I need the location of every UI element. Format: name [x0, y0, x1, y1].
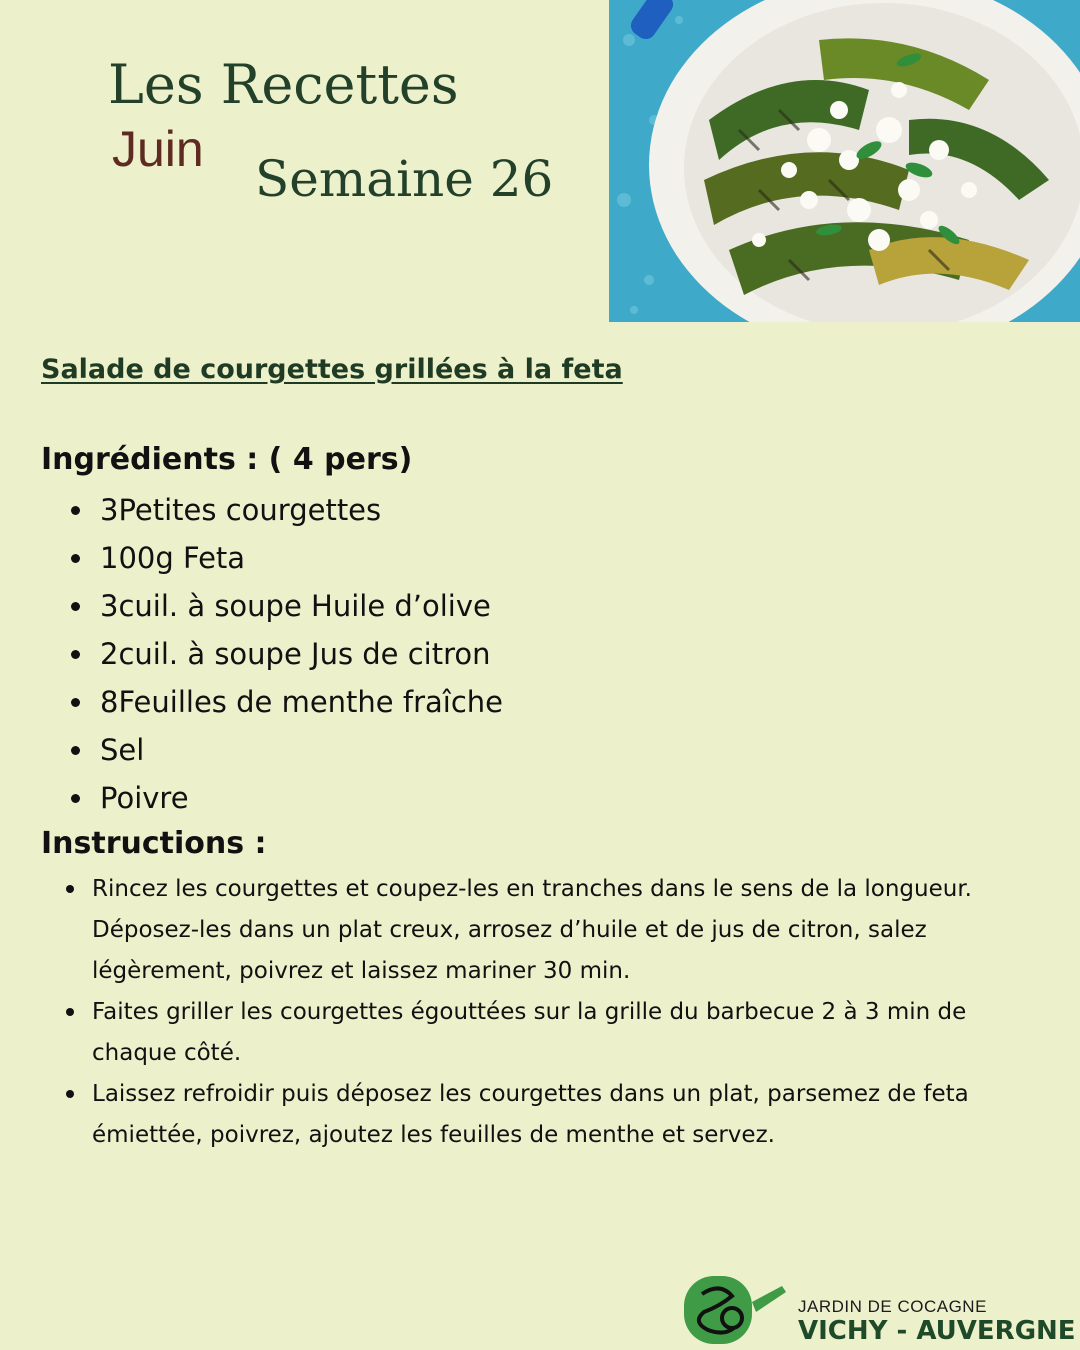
logo-org-name: JARDIN DE COCAGNE	[798, 1297, 987, 1316]
ingredient-item: 3Petites courgettes	[70, 488, 503, 536]
header-title: Les Recettes	[108, 53, 459, 116]
ingredient-item: 3cuil. à soupe Huile d’olive	[70, 584, 503, 632]
ingredient-item: Poivre	[70, 776, 503, 824]
instruction-step: Laissez refroidir puis déposez les courgettes dans un plat, parsemez de feta émiettée, poivrez, ajoutez les feuilles de menthe et servez.	[62, 1074, 1022, 1156]
instructions-heading: Instructions :	[41, 826, 267, 861]
ingredient-item: Sel	[70, 728, 503, 776]
header-week: Semaine 26	[255, 150, 554, 208]
ingredients-heading: Ingrédients : ( 4 pers)	[41, 442, 413, 477]
instructions-list	[62, 869, 1022, 1156]
ingredient-item: 2cuil. à soupe Jus de citron	[70, 632, 503, 680]
recipe-photo	[609, 0, 1080, 322]
watering-can-icon	[680, 1272, 790, 1350]
cocagne-logo	[680, 1272, 1080, 1350]
ingredient-item: 8Feuilles de menthe fraîche	[70, 680, 503, 728]
ingredient-item: 100g Feta	[70, 536, 503, 584]
ingredients-list	[70, 488, 503, 824]
salad-plate-image	[609, 0, 1080, 322]
instruction-step: Rincez les courgettes et coupez-les en tranches dans le sens de la longueur. Déposez-les dans un plat creux, arrosez d’huile et de jus de citron, salez légèrement, poivrez et laissez mariner 30 min.	[62, 869, 1022, 992]
header-month: Juin	[112, 121, 204, 177]
recipe-title: Salade de courgettes grillées à la feta	[41, 354, 623, 385]
logo-location: VICHY - AUVERGNE	[798, 1316, 1076, 1346]
instruction-step: Faites griller les courgettes égouttées sur la grille du barbecue 2 à 3 min de chaque côté.	[62, 992, 1022, 1074]
